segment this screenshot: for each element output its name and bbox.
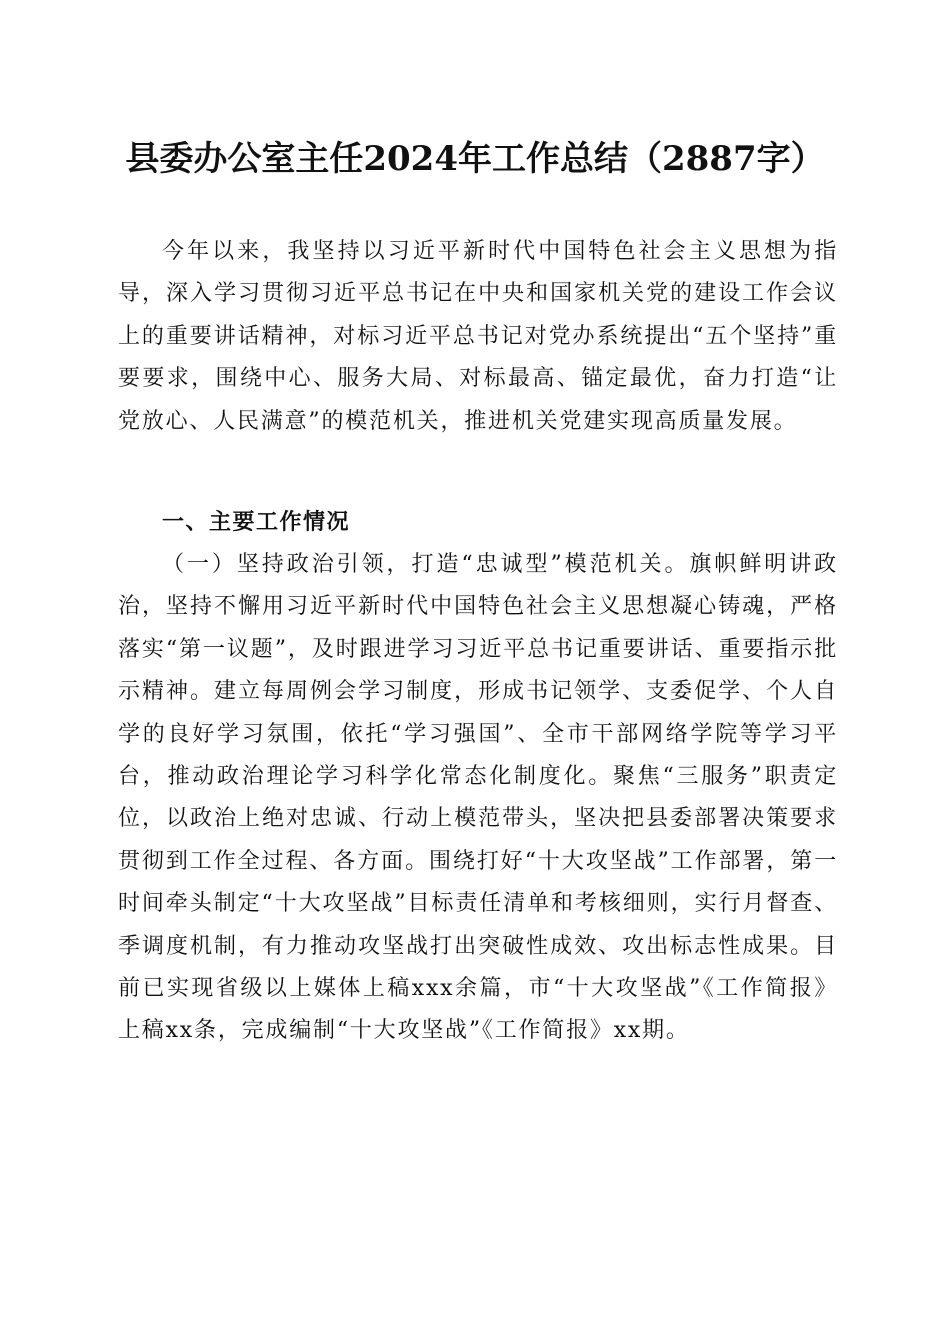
- item-1-lead: （一）坚持政治引领，打造“忠诚型”模范机关。: [162, 552, 690, 577]
- item-1-body: 旗帜鲜明讲政治，坚持不懈用习近平新时代中国特色社会主义思想凝心铸魂，严格落实“第一议题”，及时跟进学习习近平总书记重要讲话、重要指示批示精神。建立每周例会学习制度，形成书记领学、支委促学、个人自学的良好学习氛围，依托“学习强国”、全市干部网络学院等学习平台，推动政治理论学习科学化常态化制度化。聚焦“三服务”职责定位，以政治上绝对忠诚、行动上模范带头，坚决把县委部署决策要求贯彻到工作全过程、各方面。围绕打好“十大攻坚战”工作部署，第一时间牵头制定“十大攻坚战”目标责任清单和考核细则，实行月督查、季调度机制，有力推动攻坚战打出突破性成效、攻出标志性成果。目前已实现省级以上媒体上稿xxx余篇，市“十大攻坚战”《工作简报》上稿xx条，完成编制“十大攻坚战”《工作简报》xx期。: [118, 552, 838, 1044]
- document-title: 县委办公室主任2024年工作总结（2887字）: [125, 139, 825, 179]
- section-heading: 一、主要工作情况: [162, 510, 351, 535]
- item-1-paragraph: [118, 544, 838, 1053]
- intro-paragraph: 今年以来，我坚持以习近平新时代中国特色社会主义思想为指导，深入学习贯彻习近平总书记在中央和国家机关党的建设工作会议上的重要讲话精神，对标习近平总书记对党办系统提出“五个坚持”重要要求，围绕中心、服务大局、对标最高、锚定最优，奋力打造“让党放心、人民满意”的模范机关，推进机关党建实现高质量发展。: [118, 239, 838, 434]
